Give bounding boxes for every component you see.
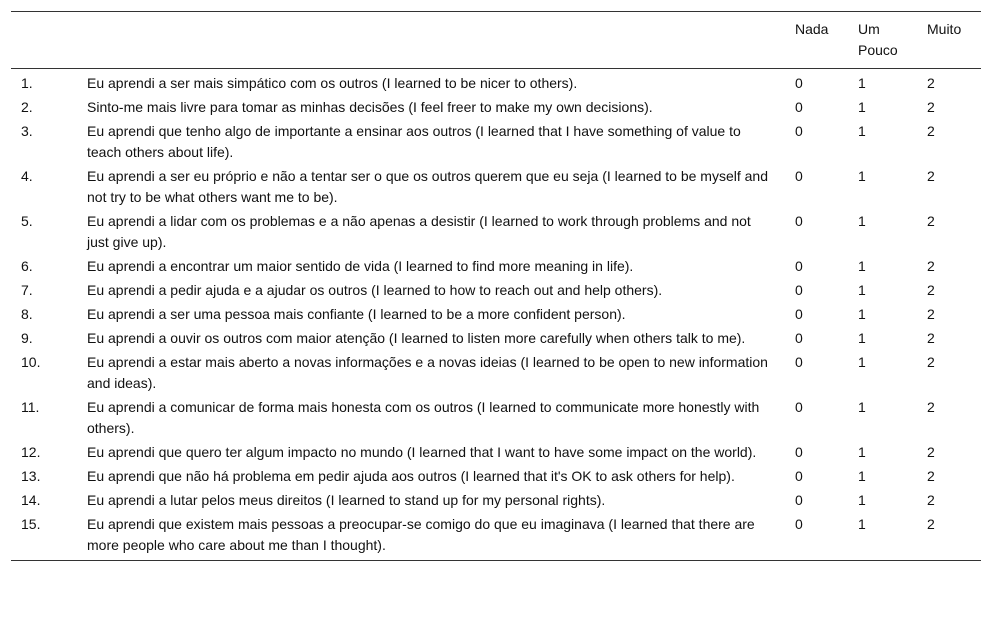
row-value-muito: 2 bbox=[927, 468, 935, 484]
row-item-text: Eu aprendi que quero ter algum impacto no mundo (I learned that I want to have some impact on the world). bbox=[87, 444, 757, 460]
row-value-nada: 0 bbox=[795, 516, 803, 532]
row-item-text: Eu aprendi a estar mais aberto a novas informações e a novas ideias (I learned to be open to new information and ideas). bbox=[87, 354, 768, 391]
table-row bbox=[11, 255, 981, 279]
table-row bbox=[11, 513, 981, 561]
table-row bbox=[11, 351, 981, 396]
row-value-muito: 2 bbox=[927, 492, 935, 508]
row-item-text: Sinto-me mais livre para tomar as minhas decisões (I feel freer to make my own decisions). bbox=[87, 99, 653, 115]
row-number: 11. bbox=[21, 399, 40, 415]
row-number: 14. bbox=[21, 492, 41, 508]
row-value-um-pouco: 1 bbox=[858, 123, 866, 139]
table-row bbox=[11, 210, 981, 255]
table-row bbox=[11, 396, 981, 441]
row-value-muito: 2 bbox=[927, 168, 935, 184]
table-header bbox=[11, 12, 981, 69]
row-item-text: Eu aprendi a ser uma pessoa mais confiante (I learned to be a more confident person). bbox=[87, 306, 626, 322]
row-value-um-pouco: 1 bbox=[858, 492, 866, 508]
row-value-nada: 0 bbox=[795, 330, 803, 346]
row-value-nada: 0 bbox=[795, 123, 803, 139]
row-number: 7. bbox=[21, 282, 33, 298]
row-value-muito: 2 bbox=[927, 330, 935, 346]
row-value-um-pouco: 1 bbox=[858, 75, 866, 91]
row-value-muito: 2 bbox=[927, 213, 935, 229]
row-value-muito: 2 bbox=[927, 282, 935, 298]
row-value-um-pouco: 1 bbox=[858, 258, 866, 274]
row-value-nada: 0 bbox=[795, 213, 803, 229]
row-value-muito: 2 bbox=[927, 123, 935, 139]
table-row bbox=[11, 165, 981, 210]
row-value-um-pouco: 1 bbox=[858, 354, 866, 370]
table-row bbox=[11, 120, 981, 165]
row-number: 13. bbox=[21, 468, 41, 484]
row-number: 4. bbox=[21, 168, 33, 184]
row-item-text: Eu aprendi a ser mais simpático com os outros (I learned to be nicer to others). bbox=[87, 75, 578, 91]
row-value-um-pouco: 1 bbox=[858, 99, 866, 115]
row-value-muito: 2 bbox=[927, 354, 935, 370]
row-value-um-pouco: 1 bbox=[858, 168, 866, 184]
table-container bbox=[11, 11, 981, 561]
row-value-nada: 0 bbox=[795, 492, 803, 508]
row-value-um-pouco: 1 bbox=[858, 468, 866, 484]
row-value-nada: 0 bbox=[795, 168, 803, 184]
header-row bbox=[11, 12, 981, 69]
row-value-nada: 0 bbox=[795, 75, 803, 91]
row-value-nada: 0 bbox=[795, 282, 803, 298]
row-value-um-pouco: 1 bbox=[858, 282, 866, 298]
row-value-nada: 0 bbox=[795, 258, 803, 274]
row-value-nada: 0 bbox=[795, 399, 803, 415]
row-value-nada: 0 bbox=[795, 99, 803, 115]
row-value-nada: 0 bbox=[795, 306, 803, 322]
row-number: 1. bbox=[21, 75, 33, 91]
header-number bbox=[11, 12, 77, 69]
row-item-text: Eu aprendi que não há problema em pedir ajuda aos outros (I learned that it's OK to ask others for help). bbox=[87, 468, 735, 484]
header-nada: Nada bbox=[795, 21, 829, 37]
row-number: 3. bbox=[21, 123, 33, 139]
row-item-text: Eu aprendi a encontrar um maior sentido de vida (I learned to find more meaning in life). bbox=[87, 258, 634, 274]
table-row bbox=[11, 489, 981, 513]
row-item-text: Eu aprendi que tenho algo de importante a ensinar aos outros (I learned that I have something of value to teach others about life). bbox=[87, 123, 741, 160]
table-row bbox=[11, 279, 981, 303]
row-value-um-pouco: 1 bbox=[858, 330, 866, 346]
row-value-muito: 2 bbox=[927, 516, 935, 532]
row-value-muito: 2 bbox=[927, 258, 935, 274]
row-value-muito: 2 bbox=[927, 75, 935, 91]
row-value-um-pouco: 1 bbox=[858, 444, 866, 460]
table-row bbox=[11, 96, 981, 120]
row-value-nada: 0 bbox=[795, 444, 803, 460]
row-value-um-pouco: 1 bbox=[858, 399, 866, 415]
row-number: 9. bbox=[21, 330, 33, 346]
row-number: 8. bbox=[21, 306, 33, 322]
row-value-um-pouco: 1 bbox=[858, 213, 866, 229]
row-number: 6. bbox=[21, 258, 33, 274]
row-value-muito: 2 bbox=[927, 444, 935, 460]
row-item-text: Eu aprendi a ouvir os outros com maior atenção (I learned to listen more carefully when others talk to me). bbox=[87, 330, 746, 346]
row-item-text: Eu aprendi a comunicar de forma mais honesta com os outros (I learned to communicate more honestly with others). bbox=[87, 399, 760, 436]
row-value-muito: 2 bbox=[927, 399, 935, 415]
table-row bbox=[11, 465, 981, 489]
row-number: 10. bbox=[21, 354, 41, 370]
row-value-um-pouco: 1 bbox=[858, 306, 866, 322]
row-value-muito: 2 bbox=[927, 306, 935, 322]
row-value-muito: 2 bbox=[927, 99, 935, 115]
row-item-text: Eu aprendi a ser eu próprio e não a tentar ser o que os outros querem que eu seja (I learned to be myself and not try to be what others want me to be). bbox=[87, 168, 768, 205]
row-number: 15. bbox=[21, 516, 41, 532]
row-item-text: Eu aprendi a lutar pelos meus direitos (I learned to stand up for my personal rights). bbox=[87, 492, 606, 508]
row-value-nada: 0 bbox=[795, 468, 803, 484]
row-number: 12. bbox=[21, 444, 41, 460]
table-row bbox=[11, 441, 981, 465]
table-row bbox=[11, 69, 981, 97]
table-row bbox=[11, 303, 981, 327]
row-item-text: Eu aprendi que existem mais pessoas a preocupar-se comigo do que eu imaginava (I learned that there are more people who care about me than I thought). bbox=[87, 516, 755, 553]
header-muito: Muito bbox=[927, 21, 962, 37]
row-number: 2. bbox=[21, 99, 33, 115]
header-item bbox=[77, 12, 785, 69]
row-value-nada: 0 bbox=[795, 354, 803, 370]
table-body bbox=[11, 69, 981, 561]
row-value-um-pouco: 1 bbox=[858, 516, 866, 532]
row-item-text: Eu aprendi a lidar com os problemas e a não apenas a desistir (I learned to work through problems and not just give up). bbox=[87, 213, 751, 250]
row-number: 5. bbox=[21, 213, 33, 229]
header-um-pouco: Um Pouco bbox=[858, 21, 898, 58]
table-row bbox=[11, 327, 981, 351]
row-item-text: Eu aprendi a pedir ajuda e a ajudar os outros (I learned to how to reach out and help others). bbox=[87, 282, 663, 298]
scale-table bbox=[11, 11, 981, 561]
